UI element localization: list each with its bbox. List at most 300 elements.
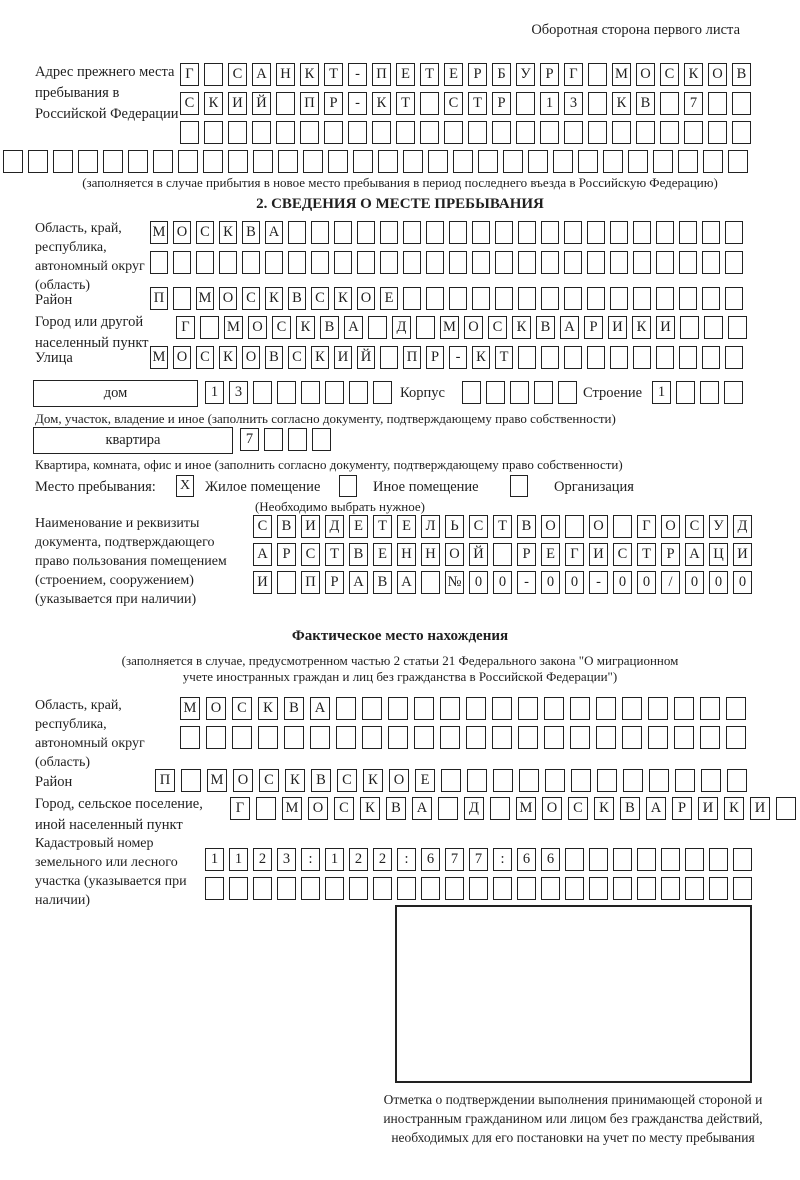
char-cell[interactable] (264, 428, 283, 451)
char-cell[interactable] (587, 251, 605, 274)
char-cell[interactable] (181, 769, 201, 792)
char-cell[interactable] (679, 251, 697, 274)
char-cell[interactable]: К (363, 769, 383, 792)
char-cell[interactable]: И (253, 571, 272, 594)
char-cell[interactable]: С (488, 316, 507, 339)
char-cell[interactable] (403, 221, 421, 244)
char-cell[interactable]: Е (396, 63, 415, 86)
char-cell[interactable]: Е (380, 287, 398, 310)
char-cell[interactable] (541, 877, 560, 900)
char-cell[interactable] (334, 221, 352, 244)
char-cell[interactable]: О (661, 515, 680, 538)
char-cell[interactable]: Й (252, 92, 271, 115)
char-cell[interactable]: К (285, 769, 305, 792)
char-cell[interactable]: У (516, 63, 535, 86)
char-cell[interactable]: М (180, 697, 200, 720)
char-cell[interactable]: А (253, 543, 272, 566)
char-cell[interactable] (541, 346, 559, 369)
char-cell[interactable]: Е (373, 543, 392, 566)
char-cell[interactable]: О (464, 316, 483, 339)
char-cell[interactable]: Р (277, 543, 296, 566)
char-cell[interactable]: 7 (240, 428, 259, 451)
char-cell[interactable] (656, 346, 674, 369)
char-cell[interactable]: 0 (613, 571, 632, 594)
char-cell[interactable] (588, 63, 607, 86)
char-cell[interactable] (732, 121, 751, 144)
char-cell[interactable]: Т (373, 515, 392, 538)
char-cell[interactable]: К (684, 63, 703, 86)
char-cell[interactable]: Е (444, 63, 463, 86)
char-cell[interactable]: К (219, 346, 237, 369)
char-cell[interactable] (128, 150, 148, 173)
char-cell[interactable] (725, 346, 743, 369)
char-cell[interactable] (518, 221, 536, 244)
char-cell[interactable] (503, 150, 523, 173)
char-cell[interactable] (53, 150, 73, 173)
char-cell[interactable] (397, 877, 416, 900)
char-cell[interactable]: В (620, 797, 640, 820)
char-cell[interactable] (679, 221, 697, 244)
char-cell[interactable]: А (685, 543, 704, 566)
char-cell[interactable] (277, 571, 296, 594)
char-cell[interactable]: Р (468, 63, 487, 86)
char-cell[interactable] (416, 316, 435, 339)
char-cell[interactable]: 0 (637, 571, 656, 594)
char-cell[interactable]: С (242, 287, 260, 310)
char-cell[interactable]: С (685, 515, 704, 538)
char-cell[interactable] (325, 381, 344, 404)
char-cell[interactable]: К (512, 316, 531, 339)
char-cell[interactable] (449, 251, 467, 274)
char-cell[interactable]: С (259, 769, 279, 792)
char-cell[interactable]: Д (392, 316, 411, 339)
char-cell[interactable]: С (232, 697, 252, 720)
char-cell[interactable]: В (517, 515, 536, 538)
char-cell[interactable]: И (589, 543, 608, 566)
char-cell[interactable]: О (206, 697, 226, 720)
char-cell[interactable]: О (173, 221, 191, 244)
char-cell[interactable] (565, 877, 584, 900)
char-cell[interactable] (421, 877, 440, 900)
char-cell[interactable] (200, 316, 219, 339)
char-cell[interactable] (277, 381, 296, 404)
char-cell[interactable]: 0 (733, 571, 752, 594)
char-cell[interactable] (588, 92, 607, 115)
char-cell[interactable] (277, 877, 296, 900)
char-cell[interactable]: Р (540, 63, 559, 86)
char-cell[interactable] (636, 121, 655, 144)
char-cell[interactable]: 2 (253, 848, 272, 871)
char-cell[interactable] (589, 877, 608, 900)
char-cell[interactable]: Й (357, 346, 375, 369)
char-cell[interactable]: / (661, 571, 680, 594)
char-cell[interactable]: О (589, 515, 608, 538)
char-cell[interactable]: К (472, 346, 490, 369)
char-cell[interactable] (571, 769, 591, 792)
char-cell[interactable] (700, 726, 720, 749)
char-cell[interactable] (378, 150, 398, 173)
char-cell[interactable]: В (288, 287, 306, 310)
char-cell[interactable]: А (646, 797, 666, 820)
char-cell[interactable]: К (632, 316, 651, 339)
char-cell[interactable] (368, 316, 387, 339)
char-cell[interactable]: К (724, 797, 744, 820)
char-cell[interactable] (684, 121, 703, 144)
char-cell[interactable]: Й (469, 543, 488, 566)
char-cell[interactable]: О (389, 769, 409, 792)
char-cell[interactable]: А (252, 63, 271, 86)
char-cell[interactable] (726, 697, 746, 720)
char-cell[interactable]: А (560, 316, 579, 339)
char-cell[interactable] (613, 848, 632, 871)
char-cell[interactable] (380, 346, 398, 369)
char-cell[interactable] (495, 221, 513, 244)
char-cell[interactable]: С (613, 543, 632, 566)
char-cell[interactable]: Р (492, 92, 511, 115)
char-cell[interactable]: 7 (445, 848, 464, 871)
char-cell[interactable] (541, 221, 559, 244)
char-cell[interactable]: Т (495, 346, 513, 369)
char-cell[interactable]: - (348, 92, 367, 115)
char-cell[interactable]: Р (661, 543, 680, 566)
char-cell[interactable]: 0 (565, 571, 584, 594)
char-cell[interactable] (603, 150, 623, 173)
char-cell[interactable]: С (288, 346, 306, 369)
char-cell[interactable] (679, 287, 697, 310)
char-cell[interactable] (265, 251, 283, 274)
char-cell[interactable]: : (493, 848, 512, 871)
char-cell[interactable]: 0 (541, 571, 560, 594)
char-cell[interactable] (310, 726, 330, 749)
char-cell[interactable] (541, 287, 559, 310)
char-cell[interactable]: П (372, 63, 391, 86)
char-cell[interactable]: 2 (349, 848, 368, 871)
char-cell[interactable] (709, 848, 728, 871)
char-cell[interactable] (403, 251, 421, 274)
char-cell[interactable] (426, 251, 444, 274)
char-cell[interactable] (733, 848, 752, 871)
char-cell[interactable]: В (373, 571, 392, 594)
char-cell[interactable]: 6 (421, 848, 440, 871)
char-cell[interactable] (597, 769, 617, 792)
char-cell[interactable] (564, 251, 582, 274)
char-cell[interactable]: 6 (517, 848, 536, 871)
char-cell[interactable] (553, 150, 573, 173)
char-cell[interactable] (708, 121, 727, 144)
char-cell[interactable] (709, 877, 728, 900)
char-cell[interactable]: К (372, 92, 391, 115)
char-cell[interactable] (462, 381, 481, 404)
char-cell[interactable]: О (541, 515, 560, 538)
char-cell[interactable] (648, 726, 668, 749)
char-cell[interactable] (733, 877, 752, 900)
char-cell[interactable]: - (348, 63, 367, 86)
char-cell[interactable]: : (397, 848, 416, 871)
char-cell[interactable] (653, 150, 673, 173)
char-cell[interactable]: В (636, 92, 655, 115)
char-cell[interactable]: 1 (325, 848, 344, 871)
char-cell[interactable] (565, 515, 584, 538)
char-cell[interactable] (153, 150, 173, 173)
char-cell[interactable] (205, 877, 224, 900)
char-cell[interactable] (301, 877, 320, 900)
char-cell[interactable] (178, 150, 198, 173)
char-cell[interactable] (493, 877, 512, 900)
char-cell[interactable] (388, 697, 408, 720)
char-cell[interactable]: И (733, 543, 752, 566)
char-cell[interactable]: - (517, 571, 536, 594)
char-cell[interactable]: Д (464, 797, 484, 820)
char-cell[interactable] (388, 726, 408, 749)
char-cell[interactable] (518, 726, 538, 749)
char-cell[interactable]: С (196, 346, 214, 369)
char-cell[interactable]: П (300, 92, 319, 115)
char-cell[interactable] (702, 251, 720, 274)
char-cell[interactable] (242, 251, 260, 274)
char-cell[interactable] (492, 726, 512, 749)
checkbox-organization[interactable] (510, 475, 528, 497)
char-cell[interactable]: М (150, 221, 168, 244)
char-cell[interactable]: Г (176, 316, 195, 339)
char-cell[interactable] (700, 381, 719, 404)
char-cell[interactable] (558, 381, 577, 404)
char-cell[interactable] (704, 316, 723, 339)
char-cell[interactable]: А (344, 316, 363, 339)
char-cell[interactable]: С (469, 515, 488, 538)
char-cell[interactable] (492, 697, 512, 720)
char-cell[interactable] (678, 150, 698, 173)
char-cell[interactable]: : (301, 848, 320, 871)
char-cell[interactable]: Р (517, 543, 536, 566)
char-cell[interactable] (276, 121, 295, 144)
char-cell[interactable]: В (242, 221, 260, 244)
char-cell[interactable] (622, 726, 642, 749)
char-cell[interactable] (679, 346, 697, 369)
char-cell[interactable] (441, 769, 461, 792)
char-cell[interactable]: В (732, 63, 751, 86)
char-cell[interactable]: Н (276, 63, 295, 86)
char-cell[interactable]: О (636, 63, 655, 86)
char-cell[interactable]: Ц (709, 543, 728, 566)
char-cell[interactable] (380, 221, 398, 244)
char-cell[interactable]: С (311, 287, 329, 310)
char-cell[interactable]: К (219, 221, 237, 244)
char-cell[interactable] (680, 316, 699, 339)
char-cell[interactable]: У (709, 515, 728, 538)
char-cell[interactable]: И (334, 346, 352, 369)
char-cell[interactable] (440, 697, 460, 720)
char-cell[interactable] (328, 150, 348, 173)
char-cell[interactable] (570, 726, 590, 749)
char-cell[interactable] (578, 150, 598, 173)
char-cell[interactable] (649, 769, 669, 792)
char-cell[interactable] (517, 877, 536, 900)
char-cell[interactable] (301, 381, 320, 404)
char-cell[interactable] (703, 150, 723, 173)
char-cell[interactable] (150, 251, 168, 274)
char-cell[interactable] (421, 571, 440, 594)
char-cell[interactable] (466, 726, 486, 749)
char-cell[interactable] (493, 543, 512, 566)
char-cell[interactable] (685, 848, 704, 871)
char-cell[interactable] (495, 251, 513, 274)
char-cell[interactable] (727, 769, 747, 792)
char-cell[interactable]: П (301, 571, 320, 594)
char-cell[interactable]: 3 (229, 381, 248, 404)
char-cell[interactable] (288, 221, 306, 244)
char-cell[interactable]: 7 (469, 848, 488, 871)
char-cell[interactable] (541, 251, 559, 274)
char-cell[interactable] (656, 221, 674, 244)
char-cell[interactable]: А (412, 797, 432, 820)
char-cell[interactable]: О (233, 769, 253, 792)
char-cell[interactable]: 3 (564, 92, 583, 115)
char-cell[interactable] (661, 848, 680, 871)
char-cell[interactable]: С (444, 92, 463, 115)
char-cell[interactable] (633, 346, 651, 369)
char-cell[interactable] (362, 726, 382, 749)
checkbox-residential[interactable]: X (176, 475, 194, 497)
char-cell[interactable] (229, 877, 248, 900)
char-cell[interactable] (587, 287, 605, 310)
char-cell[interactable]: 2 (373, 848, 392, 871)
char-cell[interactable] (588, 121, 607, 144)
char-cell[interactable] (252, 121, 271, 144)
char-cell[interactable] (78, 150, 98, 173)
char-cell[interactable]: С (568, 797, 588, 820)
char-cell[interactable] (587, 346, 605, 369)
char-cell[interactable]: Н (421, 543, 440, 566)
char-cell[interactable]: О (357, 287, 375, 310)
char-cell[interactable] (701, 769, 721, 792)
char-cell[interactable] (610, 221, 628, 244)
char-cell[interactable]: Т (325, 543, 344, 566)
char-cell[interactable] (628, 150, 648, 173)
char-cell[interactable]: О (219, 287, 237, 310)
char-cell[interactable] (472, 287, 490, 310)
char-cell[interactable] (311, 251, 329, 274)
char-cell[interactable]: М (150, 346, 168, 369)
char-cell[interactable] (612, 121, 631, 144)
char-cell[interactable]: Р (426, 346, 444, 369)
char-cell[interactable]: 6 (541, 848, 560, 871)
char-cell[interactable] (545, 769, 565, 792)
char-cell[interactable] (700, 697, 720, 720)
char-cell[interactable] (675, 769, 695, 792)
char-cell[interactable]: В (284, 697, 304, 720)
char-cell[interactable]: 3 (277, 848, 296, 871)
char-cell[interactable]: А (397, 571, 416, 594)
char-cell[interactable] (637, 848, 656, 871)
char-cell[interactable] (518, 697, 538, 720)
char-cell[interactable] (656, 251, 674, 274)
char-cell[interactable] (453, 150, 473, 173)
char-cell[interactable] (490, 797, 510, 820)
char-cell[interactable] (637, 877, 656, 900)
char-cell[interactable] (725, 251, 743, 274)
char-cell[interactable] (396, 121, 415, 144)
char-cell[interactable] (348, 121, 367, 144)
char-cell[interactable] (278, 150, 298, 173)
char-cell[interactable]: 1 (652, 381, 671, 404)
char-cell[interactable] (468, 121, 487, 144)
char-cell[interactable] (253, 877, 272, 900)
char-cell[interactable]: К (334, 287, 352, 310)
char-cell[interactable]: Ь (445, 515, 464, 538)
char-cell[interactable]: 1 (540, 92, 559, 115)
char-cell[interactable] (528, 150, 548, 173)
char-cell[interactable]: Р (584, 316, 603, 339)
char-cell[interactable] (589, 848, 608, 871)
char-cell[interactable]: И (750, 797, 770, 820)
char-cell[interactable] (660, 121, 679, 144)
char-cell[interactable] (380, 251, 398, 274)
char-cell[interactable]: 0 (685, 571, 704, 594)
char-cell[interactable]: Т (324, 63, 343, 86)
char-cell[interactable]: С (660, 63, 679, 86)
char-cell[interactable] (674, 697, 694, 720)
char-cell[interactable]: К (258, 697, 278, 720)
char-cell[interactable] (702, 221, 720, 244)
char-cell[interactable] (478, 150, 498, 173)
char-cell[interactable]: 0 (709, 571, 728, 594)
char-cell[interactable]: П (403, 346, 421, 369)
char-cell[interactable] (206, 726, 226, 749)
char-cell[interactable]: С (272, 316, 291, 339)
char-cell[interactable]: О (173, 346, 191, 369)
char-cell[interactable]: О (242, 346, 260, 369)
char-cell[interactable] (349, 381, 368, 404)
char-cell[interactable]: Е (397, 515, 416, 538)
char-cell[interactable]: К (296, 316, 315, 339)
char-cell[interactable]: С (228, 63, 247, 86)
char-cell[interactable]: М (282, 797, 302, 820)
char-cell[interactable] (284, 726, 304, 749)
char-cell[interactable]: М (196, 287, 214, 310)
char-cell[interactable]: М (440, 316, 459, 339)
char-cell[interactable] (228, 121, 247, 144)
char-cell[interactable]: С (253, 515, 272, 538)
char-cell[interactable]: М (207, 769, 227, 792)
char-cell[interactable]: К (612, 92, 631, 115)
char-cell[interactable] (685, 877, 704, 900)
char-cell[interactable]: Р (672, 797, 692, 820)
char-cell[interactable] (674, 726, 694, 749)
char-cell[interactable] (544, 726, 564, 749)
char-cell[interactable] (472, 251, 490, 274)
char-cell[interactable] (288, 428, 307, 451)
char-cell[interactable]: - (449, 346, 467, 369)
char-cell[interactable] (449, 221, 467, 244)
char-cell[interactable] (428, 150, 448, 173)
char-cell[interactable] (420, 121, 439, 144)
char-cell[interactable] (660, 92, 679, 115)
char-cell[interactable]: С (301, 543, 320, 566)
char-cell[interactable] (702, 346, 720, 369)
char-cell[interactable] (633, 287, 651, 310)
char-cell[interactable] (414, 697, 434, 720)
char-cell[interactable] (613, 515, 632, 538)
char-cell[interactable] (426, 287, 444, 310)
char-cell[interactable]: О (308, 797, 328, 820)
char-cell[interactable]: П (155, 769, 175, 792)
char-cell[interactable] (334, 251, 352, 274)
char-cell[interactable] (565, 848, 584, 871)
char-cell[interactable] (324, 121, 343, 144)
char-cell[interactable]: 1 (229, 848, 248, 871)
char-cell[interactable] (357, 251, 375, 274)
char-cell[interactable]: Р (324, 92, 343, 115)
